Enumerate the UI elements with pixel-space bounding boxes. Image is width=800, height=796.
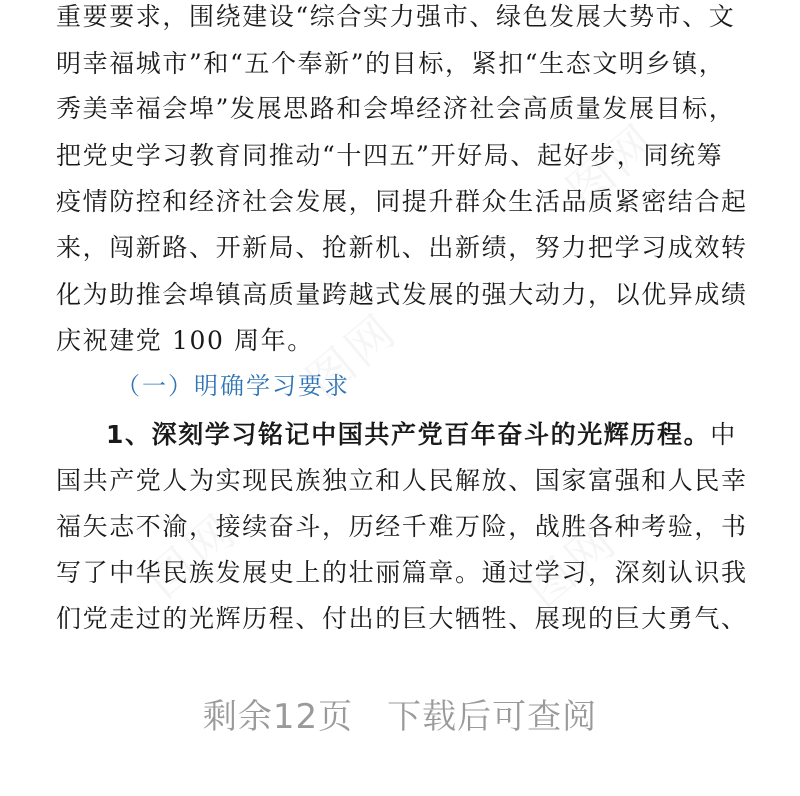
paragraph-lead-rest: 中 <box>710 420 737 449</box>
body-text-line: 化为助推会埠镇高质量跨越式发展的强大动力，以优异成绩 <box>56 280 748 309</box>
body-text-line: 疫情防控和经济社会发展，同提升群众生活品质紧密结合起 <box>56 187 748 216</box>
body-text-line: 们党走过的光辉历程、付出的巨大牺牲、展现的巨大勇气、 <box>56 604 748 633</box>
download-to-view-label: 下载后可查阅 <box>387 697 598 737</box>
section-heading: （一）明确学习要求 <box>116 372 350 400</box>
body-text-line: 重要要求，围绕建设“综合实力强市、绿色发展大势市、文 <box>56 2 736 31</box>
body-text-line: 庆祝建党 100 周年。 <box>56 326 314 355</box>
watermark: 图网 <box>296 302 408 409</box>
body-text-line: 把党史学习教育同推动“十四五”开好局、起好步，同统筹 <box>56 141 724 170</box>
download-prompt[interactable] <box>0 693 800 741</box>
body-text-line: 写了中华民族发展史上的壮丽篇章。通过学习，深刻认识我 <box>56 558 748 587</box>
watermark: 图网 <box>516 512 628 619</box>
body-text-line: 秀美幸福会埠”发展思路和会埠经济社会高质量发展目标， <box>56 94 736 123</box>
remaining-pages-label: 剩余12页 <box>202 697 354 737</box>
body-text-line: 福矢志不渝，接续奋斗，历经千难万险，战胜各种考验，书 <box>56 512 748 541</box>
body-text-line: 明幸福城市”和“五个奉新”的目标，紧扣“生态文明乡镇， <box>56 49 726 78</box>
body-text-line: 国共产党人为实现民族独立和人民解放、国家富强和人民幸 <box>56 466 748 495</box>
paragraph-bold-lead: 1、深刻学习铭记中国共产党百年奋斗的光辉历程。 <box>106 420 711 449</box>
body-text-line: 来，闯新路、开新局、抢新机、出新绩，努力把学习成效转 <box>56 233 748 262</box>
paragraph-first-line <box>106 420 746 450</box>
watermark: 图网 <box>136 502 248 609</box>
watermark: 图网 <box>556 112 668 219</box>
